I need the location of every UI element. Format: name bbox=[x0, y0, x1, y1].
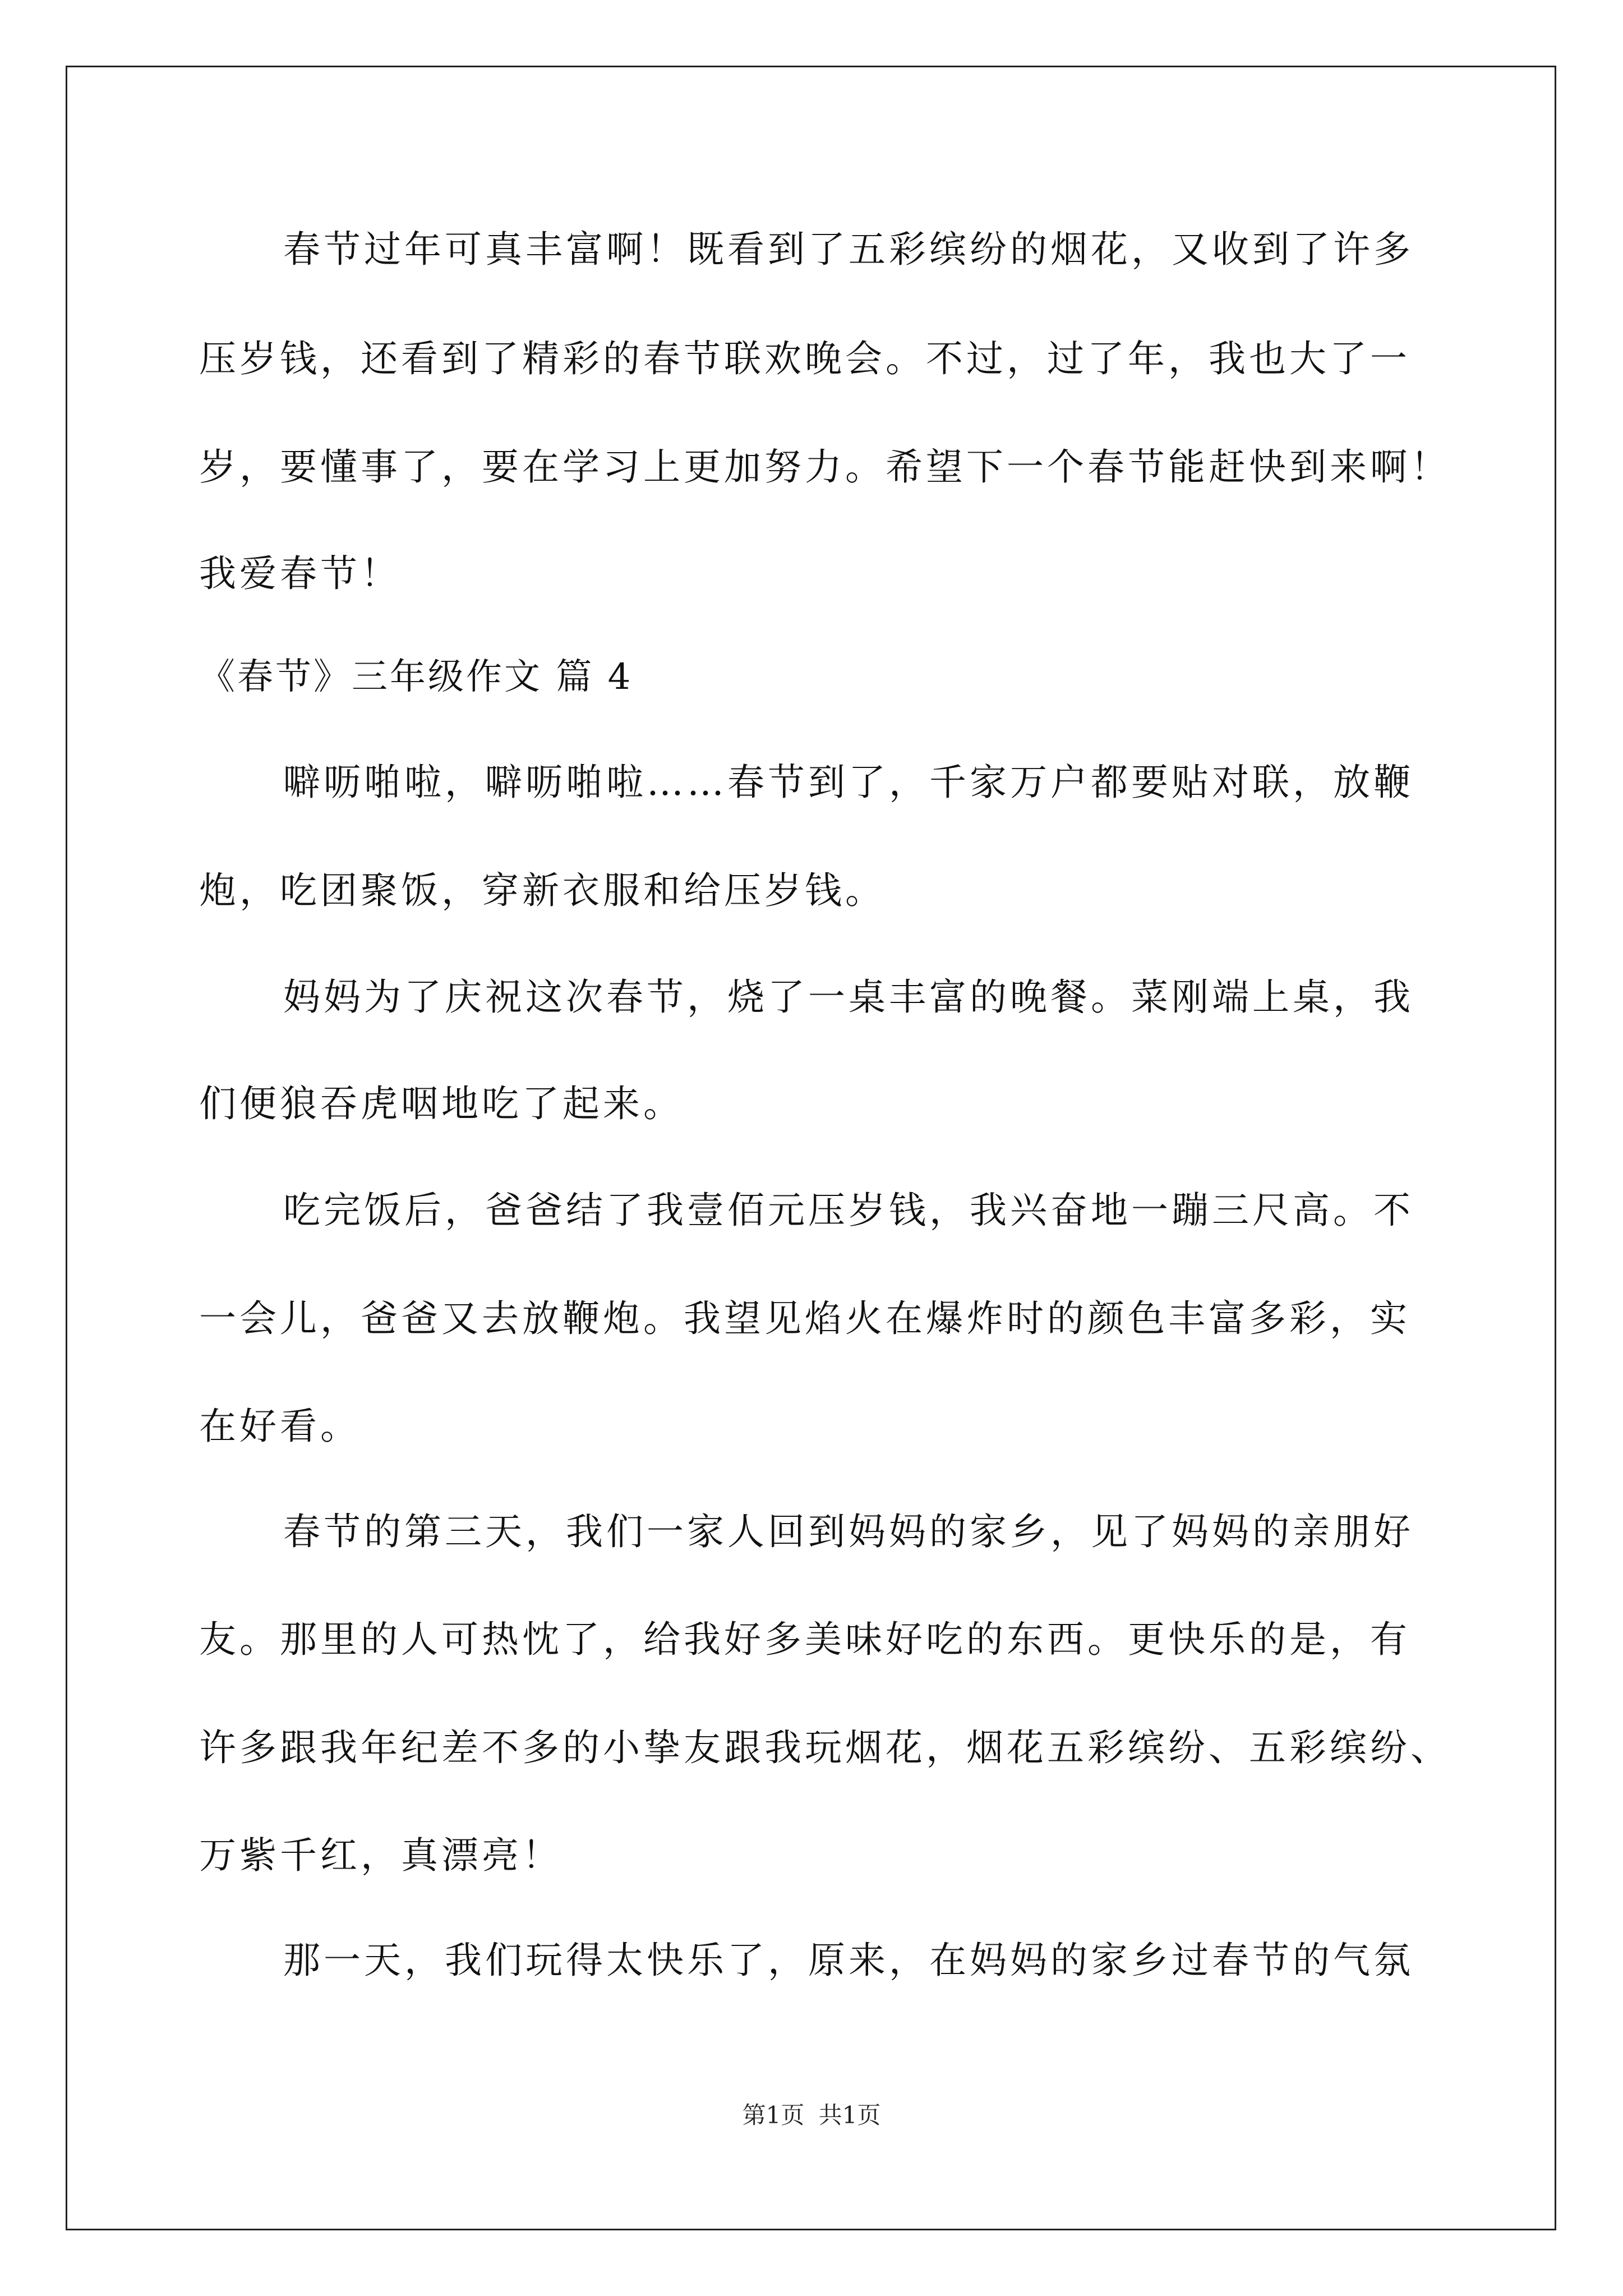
paragraph-line: 许多跟我年纪差不多的小挚友跟我玩烟花，烟花五彩缤纷、五彩缤纷、 bbox=[199, 1726, 1451, 1769]
paragraph-line: 一会儿，爸爸又去放鞭炮。我望见焰火在爆炸时的颜色丰富多彩，实 bbox=[199, 1297, 1410, 1340]
paragraph-line: 压岁钱，还看到了精彩的春节联欢晚会。不过，过了年，我也大了一 bbox=[199, 337, 1410, 380]
page-border bbox=[66, 66, 1556, 2230]
section-heading: 《春节》三年级作文 篇 4 bbox=[199, 656, 633, 698]
paragraph-line: 我爱春节！ bbox=[199, 552, 401, 595]
paragraph-line: 们便狼吞虎咽地吃了起来。 bbox=[199, 1082, 684, 1125]
paragraph-line: 友。那里的人可热忱了，给我好多美味好吃的东西。更快乐的是，有 bbox=[199, 1618, 1410, 1661]
page-footer: 第1页 共1页 bbox=[742, 2101, 881, 2129]
paragraph-line: 岁，要懂事了，要在学习上更加努力。希望下一个春节能赶快到来啊！ bbox=[199, 445, 1451, 489]
paragraph-line: 炮，吃团聚饭，穿新衣服和给压岁钱。 bbox=[199, 869, 886, 912]
paragraph-line: 那一天，我们玩得太快乐了，原来，在妈妈的家乡过春节的气氛 bbox=[283, 1939, 1414, 1982]
paragraph-line: 在好看。 bbox=[199, 1405, 361, 1448]
paragraph-line: 春节的第三天，我们一家人回到妈妈的家乡，见了妈妈的亲朋好 bbox=[283, 1510, 1414, 1553]
paragraph-line: 妈妈为了庆祝这次春节，烧了一桌丰富的晚餐。菜刚端上桌，我 bbox=[283, 976, 1414, 1019]
paragraph-line: 万紫千红，真漂亮！ bbox=[199, 1834, 562, 1877]
paragraph-line: 春节过年可真丰富啊！既看到了五彩缤纷的烟花，又收到了许多 bbox=[283, 228, 1414, 271]
paragraph-line: 噼呖啪啦，噼呖啪啦……春节到了，千家万户都要贴对联，放鞭 bbox=[283, 761, 1414, 804]
paragraph-line: 吃完饭后，爸爸结了我壹佰元压岁钱，我兴奋地一蹦三尺高。不 bbox=[283, 1189, 1414, 1232]
